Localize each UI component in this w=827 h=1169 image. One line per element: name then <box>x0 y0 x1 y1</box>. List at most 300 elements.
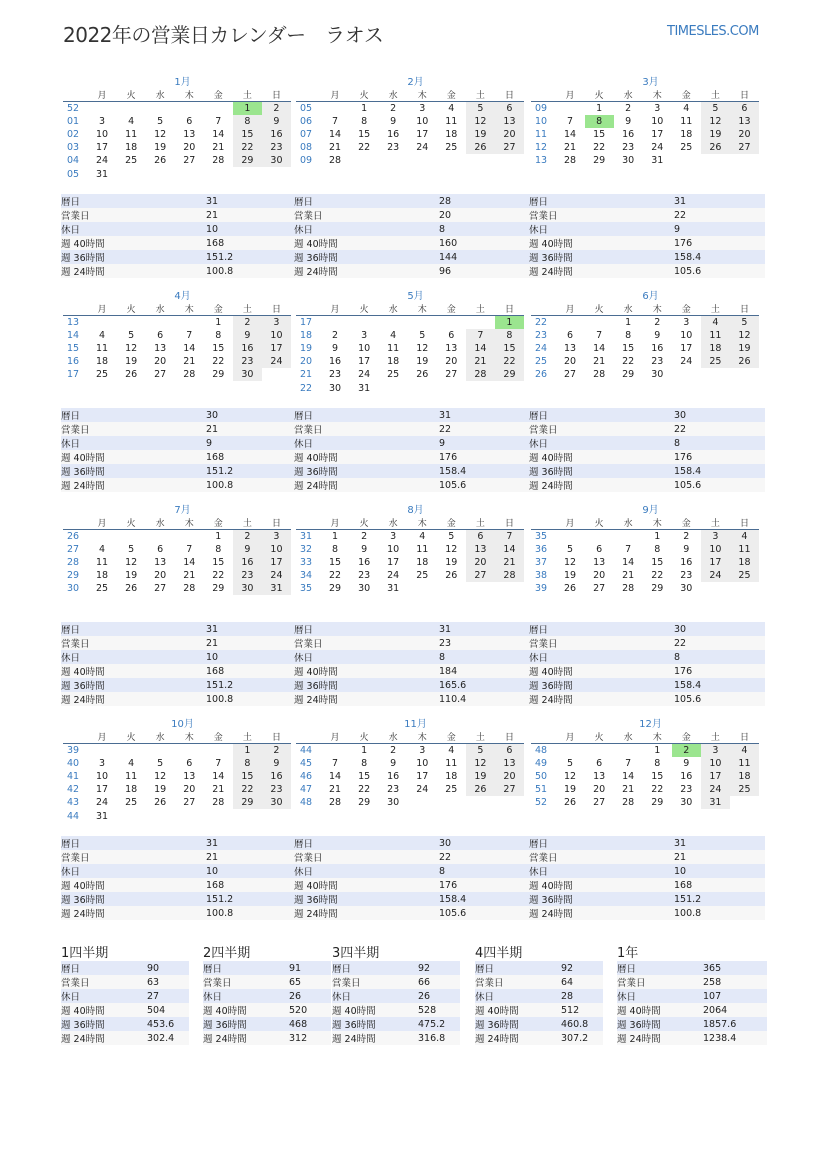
day-cell[interactable]: 20 <box>593 570 606 582</box>
day-cell[interactable]: 21 <box>212 142 225 154</box>
day-cell[interactable]: 29 <box>651 797 664 809</box>
day-cell[interactable]: 14 <box>564 129 577 141</box>
day-cell[interactable]: 3 <box>683 317 690 329</box>
day-cell[interactable]: 7 <box>332 116 339 128</box>
day-cell[interactable]: 9 <box>262 757 291 770</box>
day-cell[interactable]: 11 <box>445 116 458 128</box>
day-cell[interactable]: 27 <box>593 797 606 809</box>
day-cell[interactable]: 26 <box>564 797 577 809</box>
day-cell[interactable]: 6 <box>157 544 164 556</box>
day-cell[interactable]: 31 <box>358 382 371 394</box>
day-cell[interactable]: 2 <box>654 317 661 329</box>
day-cell[interactable]: 4 <box>730 744 759 758</box>
day-cell[interactable]: 9 <box>233 329 262 342</box>
day-cell[interactable]: 3 <box>262 316 291 330</box>
day-cell[interactable]: 4 <box>419 531 426 543</box>
day-cell[interactable]: 12 <box>564 557 577 569</box>
day-cell[interactable]: 9 <box>683 758 690 770</box>
day-cell[interactable]: 17 <box>96 142 109 154</box>
day-cell[interactable]: 22 <box>212 570 225 582</box>
day-cell[interactable]: 21 <box>329 142 342 154</box>
day-cell[interactable]: 3 <box>701 530 730 544</box>
day-cell[interactable]: 3 <box>419 745 426 757</box>
day-cell[interactable]: 8 <box>361 116 368 128</box>
day-cell[interactable]: 17 <box>262 556 291 569</box>
day-cell[interactable]: 31 <box>262 582 291 595</box>
day-cell[interactable]: 20 <box>183 142 196 154</box>
day-cell[interactable]: 27 <box>730 141 759 154</box>
day-cell[interactable]: 14 <box>212 771 225 783</box>
day-cell[interactable]: 25 <box>96 583 109 595</box>
day-cell[interactable]: 1 <box>233 744 262 758</box>
day-cell[interactable]: 1 <box>495 316 524 330</box>
day-cell[interactable]: 30 <box>651 369 664 381</box>
day-cell[interactable]: 10 <box>96 129 109 141</box>
day-cell[interactable]: 14 <box>329 771 342 783</box>
day-cell[interactable]: 18 <box>96 356 109 368</box>
day-cell[interactable]: 29 <box>651 583 664 595</box>
day-cell[interactable]: 16 <box>262 128 291 141</box>
day-cell[interactable]: 12 <box>154 771 167 783</box>
day-cell[interactable]: 1 <box>233 102 262 116</box>
day-cell[interactable]: 3 <box>390 531 397 543</box>
day-cell[interactable]: 15 <box>233 128 262 141</box>
day-cell[interactable]: 23 <box>622 142 635 154</box>
day-cell[interactable]: 22 <box>358 784 371 796</box>
day-cell[interactable]: 24 <box>387 570 400 582</box>
day-cell[interactable]: 5 <box>567 758 574 770</box>
day-cell[interactable]: 26 <box>416 369 429 381</box>
day-cell[interactable]: 9 <box>390 758 397 770</box>
day-cell[interactable]: 1 <box>215 531 222 543</box>
day-cell[interactable]: 16 <box>387 771 400 783</box>
day-cell[interactable]: 8 <box>585 115 614 128</box>
day-cell[interactable]: 4 <box>128 758 135 770</box>
day-cell[interactable]: 8 <box>654 544 661 556</box>
day-cell[interactable]: 19 <box>416 356 429 368</box>
day-cell[interactable]: 27 <box>564 369 577 381</box>
day-cell[interactable]: 28 <box>183 583 196 595</box>
day-cell[interactable]: 10 <box>680 330 693 342</box>
day-cell[interactable]: 13 <box>445 343 458 355</box>
day-cell[interactable]: 6 <box>596 758 603 770</box>
day-cell[interactable]: 29 <box>593 155 606 167</box>
day-cell[interactable]: 12 <box>730 329 759 342</box>
day-cell[interactable]: 28 <box>329 797 342 809</box>
day-cell[interactable]: 13 <box>593 557 606 569</box>
day-cell[interactable]: 11 <box>730 757 759 770</box>
day-cell[interactable]: 6 <box>466 530 495 544</box>
day-cell[interactable]: 17 <box>651 129 664 141</box>
day-cell[interactable]: 27 <box>183 155 196 167</box>
day-cell[interactable]: 6 <box>596 544 603 556</box>
day-cell[interactable]: 17 <box>416 771 429 783</box>
day-cell[interactable]: 5 <box>419 330 426 342</box>
day-cell[interactable]: 26 <box>445 570 458 582</box>
day-cell[interactable]: 11 <box>96 343 109 355</box>
day-cell[interactable]: 2 <box>361 531 368 543</box>
day-cell[interactable]: 23 <box>651 356 664 368</box>
day-cell[interactable]: 30 <box>680 583 693 595</box>
day-cell[interactable]: 4 <box>448 745 455 757</box>
day-cell[interactable]: 25 <box>445 784 458 796</box>
day-cell[interactable]: 17 <box>701 770 730 783</box>
day-cell[interactable]: 12 <box>125 557 138 569</box>
day-cell[interactable]: 3 <box>361 330 368 342</box>
day-cell[interactable]: 18 <box>387 356 400 368</box>
day-cell[interactable]: 2 <box>233 530 262 544</box>
day-cell[interactable]: 19 <box>445 557 458 569</box>
day-cell[interactable]: 5 <box>157 758 164 770</box>
day-cell[interactable]: 26 <box>730 355 759 368</box>
day-cell[interactable]: 22 <box>233 141 262 154</box>
day-cell[interactable]: 3 <box>99 116 106 128</box>
day-cell[interactable]: 7 <box>596 330 603 342</box>
day-cell[interactable]: 29 <box>212 583 225 595</box>
day-cell[interactable]: 5 <box>730 316 759 330</box>
day-cell[interactable]: 1 <box>215 317 222 329</box>
day-cell[interactable]: 27 <box>495 141 524 154</box>
day-cell[interactable]: 21 <box>183 356 196 368</box>
day-cell[interactable]: 25 <box>125 797 138 809</box>
day-cell[interactable]: 24 <box>96 797 109 809</box>
day-cell[interactable]: 10 <box>416 116 429 128</box>
day-cell[interactable]: 18 <box>416 557 429 569</box>
day-cell[interactable]: 21 <box>622 570 635 582</box>
day-cell[interactable]: 5 <box>128 330 135 342</box>
day-cell[interactable]: 20 <box>593 784 606 796</box>
day-cell[interactable]: 8 <box>495 329 524 342</box>
day-cell[interactable]: 31 <box>96 810 109 822</box>
day-cell[interactable]: 20 <box>495 128 524 141</box>
day-cell[interactable]: 1 <box>361 745 368 757</box>
day-cell[interactable]: 19 <box>730 342 759 355</box>
day-cell[interactable]: 24 <box>701 783 730 796</box>
day-cell[interactable]: 6 <box>157 330 164 342</box>
day-cell[interactable]: 1 <box>625 317 632 329</box>
day-cell[interactable]: 29 <box>358 797 371 809</box>
day-cell[interactable]: 21 <box>622 784 635 796</box>
day-cell[interactable]: 29 <box>622 369 635 381</box>
day-cell[interactable]: 15 <box>358 129 371 141</box>
day-cell[interactable]: 12 <box>466 115 495 128</box>
day-cell[interactable]: 13 <box>495 115 524 128</box>
day-cell[interactable]: 6 <box>567 330 574 342</box>
day-cell[interactable]: 26 <box>154 155 167 167</box>
day-cell[interactable]: 9 <box>683 544 690 556</box>
day-cell[interactable]: 11 <box>445 758 458 770</box>
day-cell[interactable]: 9 <box>332 343 339 355</box>
day-cell[interactable]: 23 <box>387 142 400 154</box>
day-cell[interactable]: 25 <box>680 142 693 154</box>
day-cell[interactable]: 11 <box>125 771 138 783</box>
day-cell[interactable]: 5 <box>128 544 135 556</box>
day-cell[interactable]: 8 <box>332 544 339 556</box>
day-cell[interactable]: 14 <box>466 342 495 355</box>
day-cell[interactable]: 16 <box>680 771 693 783</box>
day-cell[interactable]: 11 <box>680 116 693 128</box>
day-cell[interactable]: 6 <box>495 744 524 758</box>
day-cell[interactable]: 28 <box>212 155 225 167</box>
day-cell[interactable]: 11 <box>416 544 429 556</box>
day-cell[interactable]: 17 <box>262 342 291 355</box>
day-cell[interactable]: 2 <box>625 103 632 115</box>
day-cell[interactable]: 14 <box>622 557 635 569</box>
day-cell[interactable]: 7 <box>466 329 495 342</box>
day-cell[interactable]: 12 <box>416 343 429 355</box>
day-cell[interactable]: 17 <box>416 129 429 141</box>
day-cell[interactable]: 4 <box>99 544 106 556</box>
day-cell[interactable]: 25 <box>701 355 730 368</box>
day-cell[interactable]: 20 <box>495 770 524 783</box>
day-cell[interactable]: 15 <box>358 771 371 783</box>
day-cell[interactable]: 26 <box>125 583 138 595</box>
day-cell[interactable]: 18 <box>445 771 458 783</box>
day-cell[interactable]: 16 <box>262 770 291 783</box>
day-cell[interactable]: 20 <box>466 556 495 569</box>
day-cell[interactable]: 24 <box>416 142 429 154</box>
day-cell[interactable]: 17 <box>680 343 693 355</box>
day-cell[interactable]: 2 <box>390 745 397 757</box>
day-cell[interactable]: 8 <box>233 757 262 770</box>
day-cell[interactable]: 10 <box>96 771 109 783</box>
day-cell[interactable]: 18 <box>730 556 759 569</box>
day-cell[interactable]: 11 <box>730 543 759 556</box>
day-cell[interactable]: 14 <box>622 771 635 783</box>
day-cell[interactable]: 14 <box>593 343 606 355</box>
day-cell[interactable]: 30 <box>329 382 342 394</box>
site-logo[interactable]: TIMESLES.COM <box>667 24 759 39</box>
day-cell[interactable]: 4 <box>683 103 690 115</box>
day-cell[interactable]: 7 <box>495 530 524 544</box>
day-cell[interactable]: 16 <box>233 556 262 569</box>
day-cell[interactable]: 17 <box>701 556 730 569</box>
day-cell[interactable]: 29 <box>329 583 342 595</box>
day-cell[interactable]: 30 <box>233 368 262 381</box>
day-cell[interactable]: 25 <box>730 569 759 582</box>
day-cell[interactable]: 15 <box>622 343 635 355</box>
day-cell[interactable]: 5 <box>157 116 164 128</box>
day-cell[interactable]: 7 <box>215 116 222 128</box>
day-cell[interactable]: 2 <box>233 316 262 330</box>
day-cell[interactable]: 23 <box>387 784 400 796</box>
day-cell[interactable]: 24 <box>262 569 291 582</box>
day-cell[interactable]: 25 <box>730 783 759 796</box>
day-cell[interactable]: 16 <box>329 356 342 368</box>
day-cell[interactable]: 2 <box>390 103 397 115</box>
day-cell[interactable]: 22 <box>358 142 371 154</box>
day-cell[interactable]: 13 <box>154 557 167 569</box>
day-cell[interactable]: 30 <box>233 582 262 595</box>
day-cell[interactable]: 22 <box>593 142 606 154</box>
day-cell[interactable]: 18 <box>680 129 693 141</box>
day-cell[interactable]: 31 <box>651 155 664 167</box>
day-cell[interactable]: 13 <box>593 771 606 783</box>
day-cell[interactable]: 25 <box>96 369 109 381</box>
day-cell[interactable]: 6 <box>186 758 193 770</box>
day-cell[interactable]: 22 <box>651 570 664 582</box>
day-cell[interactable]: 1 <box>654 745 661 757</box>
day-cell[interactable]: 27 <box>445 369 458 381</box>
day-cell[interactable]: 13 <box>183 129 196 141</box>
day-cell[interactable]: 2 <box>672 744 701 758</box>
day-cell[interactable]: 8 <box>361 758 368 770</box>
day-cell[interactable]: 7 <box>567 116 574 128</box>
day-cell[interactable]: 4 <box>128 116 135 128</box>
day-cell[interactable]: 18 <box>96 570 109 582</box>
day-cell[interactable]: 8 <box>233 115 262 128</box>
day-cell[interactable]: 28 <box>622 583 635 595</box>
day-cell[interactable]: 4 <box>390 330 397 342</box>
day-cell[interactable]: 21 <box>495 556 524 569</box>
day-cell[interactable]: 23 <box>262 141 291 154</box>
day-cell[interactable]: 9 <box>390 116 397 128</box>
day-cell[interactable]: 18 <box>125 142 138 154</box>
day-cell[interactable]: 15 <box>651 771 664 783</box>
day-cell[interactable]: 14 <box>212 129 225 141</box>
day-cell[interactable]: 17 <box>96 784 109 796</box>
day-cell[interactable]: 10 <box>416 758 429 770</box>
day-cell[interactable]: 16 <box>651 343 664 355</box>
day-cell[interactable]: 30 <box>622 155 635 167</box>
day-cell[interactable]: 12 <box>701 115 730 128</box>
day-cell[interactable]: 1 <box>596 103 603 115</box>
day-cell[interactable]: 23 <box>329 369 342 381</box>
day-cell[interactable]: 26 <box>154 797 167 809</box>
day-cell[interactable]: 1 <box>361 103 368 115</box>
day-cell[interactable]: 23 <box>233 569 262 582</box>
day-cell[interactable]: 10 <box>262 543 291 556</box>
day-cell[interactable]: 21 <box>466 355 495 368</box>
day-cell[interactable]: 21 <box>183 570 196 582</box>
day-cell[interactable]: 7 <box>625 758 632 770</box>
day-cell[interactable]: 3 <box>262 530 291 544</box>
day-cell[interactable]: 25 <box>125 155 138 167</box>
day-cell[interactable]: 21 <box>329 784 342 796</box>
day-cell[interactable]: 26 <box>701 141 730 154</box>
day-cell[interactable]: 30 <box>262 796 291 809</box>
day-cell[interactable]: 2 <box>332 330 339 342</box>
day-cell[interactable]: 24 <box>262 355 291 368</box>
day-cell[interactable]: 18 <box>730 770 759 783</box>
day-cell[interactable]: 31 <box>387 583 400 595</box>
day-cell[interactable]: 22 <box>329 570 342 582</box>
day-cell[interactable]: 6 <box>186 116 193 128</box>
day-cell[interactable]: 15 <box>495 342 524 355</box>
day-cell[interactable]: 26 <box>466 141 495 154</box>
day-cell[interactable]: 7 <box>625 544 632 556</box>
day-cell[interactable]: 12 <box>564 771 577 783</box>
day-cell[interactable]: 5 <box>466 102 495 116</box>
day-cell[interactable]: 27 <box>183 797 196 809</box>
day-cell[interactable]: 9 <box>233 543 262 556</box>
day-cell[interactable]: 12 <box>466 757 495 770</box>
day-cell[interactable]: 24 <box>701 569 730 582</box>
day-cell[interactable]: 13 <box>730 115 759 128</box>
day-cell[interactable]: 3 <box>99 758 106 770</box>
day-cell[interactable]: 12 <box>154 129 167 141</box>
day-cell[interactable]: 11 <box>125 129 138 141</box>
day-cell[interactable]: 27 <box>466 569 495 582</box>
day-cell[interactable]: 12 <box>125 343 138 355</box>
day-cell[interactable]: 7 <box>332 758 339 770</box>
day-cell[interactable]: 30 <box>680 797 693 809</box>
day-cell[interactable]: 18 <box>445 129 458 141</box>
day-cell[interactable]: 13 <box>183 771 196 783</box>
day-cell[interactable]: 20 <box>564 356 577 368</box>
day-cell[interactable]: 1 <box>332 531 339 543</box>
day-cell[interactable]: 22 <box>495 355 524 368</box>
day-cell[interactable]: 8 <box>625 330 632 342</box>
day-cell[interactable]: 26 <box>564 583 577 595</box>
day-cell[interactable]: 9 <box>262 115 291 128</box>
day-cell[interactable]: 30 <box>387 797 400 809</box>
day-cell[interactable]: 22 <box>233 783 262 796</box>
day-cell[interactable]: 3 <box>701 744 730 758</box>
day-cell[interactable]: 14 <box>329 129 342 141</box>
day-cell[interactable]: 23 <box>358 570 371 582</box>
day-cell[interactable]: 12 <box>445 544 458 556</box>
day-cell[interactable]: 22 <box>622 356 635 368</box>
day-cell[interactable]: 20 <box>730 128 759 141</box>
day-cell[interactable]: 31 <box>701 796 730 809</box>
day-cell[interactable]: 10 <box>701 757 730 770</box>
day-cell[interactable]: 15 <box>329 557 342 569</box>
day-cell[interactable]: 16 <box>680 557 693 569</box>
day-cell[interactable]: 19 <box>466 770 495 783</box>
day-cell[interactable]: 17 <box>387 557 400 569</box>
day-cell[interactable]: 13 <box>466 543 495 556</box>
day-cell[interactable]: 15 <box>233 770 262 783</box>
day-cell[interactable]: 16 <box>622 129 635 141</box>
day-cell[interactable]: 14 <box>183 343 196 355</box>
day-cell[interactable]: 28 <box>466 368 495 381</box>
day-cell[interactable]: 24 <box>680 356 693 368</box>
day-cell[interactable]: 16 <box>233 342 262 355</box>
day-cell[interactable]: 11 <box>387 343 400 355</box>
day-cell[interactable]: 29 <box>233 796 262 809</box>
day-cell[interactable]: 18 <box>701 342 730 355</box>
day-cell[interactable]: 15 <box>651 557 664 569</box>
day-cell[interactable]: 23 <box>233 355 262 368</box>
day-cell[interactable]: 27 <box>154 583 167 595</box>
day-cell[interactable]: 29 <box>233 154 262 167</box>
day-cell[interactable]: 19 <box>154 784 167 796</box>
day-cell[interactable]: 6 <box>495 102 524 116</box>
day-cell[interactable]: 4 <box>448 103 455 115</box>
day-cell[interactable]: 8 <box>215 544 222 556</box>
day-cell[interactable]: 10 <box>651 116 664 128</box>
day-cell[interactable]: 9 <box>625 116 632 128</box>
day-cell[interactable]: 16 <box>387 129 400 141</box>
day-cell[interactable]: 13 <box>495 757 524 770</box>
day-cell[interactable]: 28 <box>622 797 635 809</box>
day-cell[interactable]: 28 <box>329 155 342 167</box>
day-cell[interactable]: 6 <box>448 330 455 342</box>
day-cell[interactable]: 14 <box>495 543 524 556</box>
day-cell[interactable]: 24 <box>416 784 429 796</box>
day-cell[interactable]: 3 <box>419 103 426 115</box>
day-cell[interactable]: 26 <box>466 783 495 796</box>
day-cell[interactable]: 19 <box>701 128 730 141</box>
day-cell[interactable]: 16 <box>358 557 371 569</box>
day-cell[interactable]: 1 <box>654 531 661 543</box>
day-cell[interactable]: 30 <box>358 583 371 595</box>
day-cell[interactable]: 27 <box>593 583 606 595</box>
day-cell[interactable]: 5 <box>567 544 574 556</box>
day-cell[interactable]: 14 <box>183 557 196 569</box>
day-cell[interactable]: 29 <box>495 368 524 381</box>
